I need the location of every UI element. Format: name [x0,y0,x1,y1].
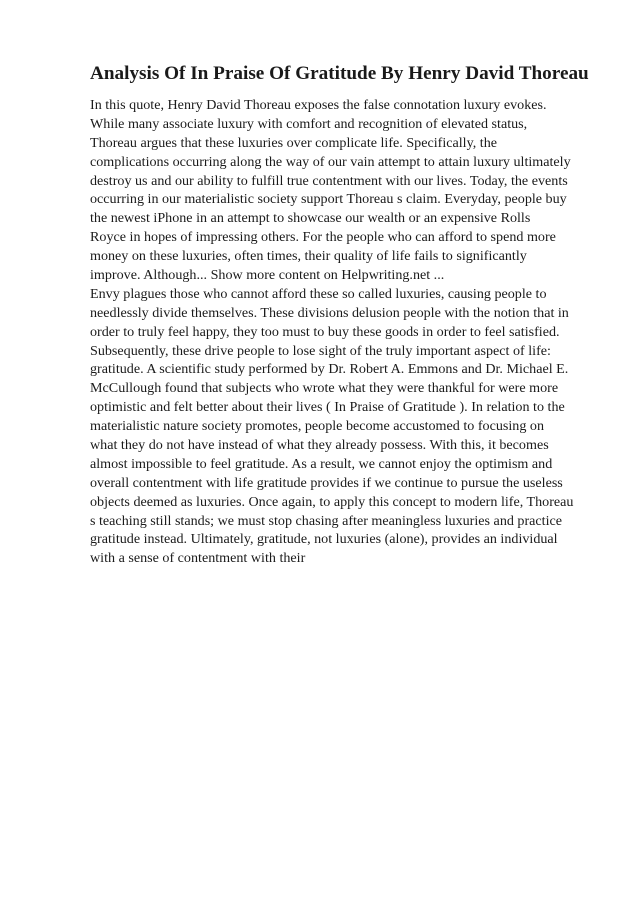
text-line: McCullough found that subjects who wrote what they were thankful for were more [90,380,559,397]
text-line: what they do not have instead of what they already possess. With this, it becomes [90,437,549,454]
text-line: money on these luxuries, often times, their quality of life fails to significantly [90,248,527,265]
text-line: needlessly divide themselves. These divisions delusion people with the notion that in [90,304,569,321]
text-line: Envy plagues those who cannot afford these so called luxuries, causing people to [90,285,547,302]
text-line: In this quote, Henry David Thoreau exposes the false connotation luxury evokes. [90,97,547,113]
text-line: s teaching still stands; we must stop chasing after meaningless luxuries and practice [90,512,563,529]
text-line: complications occurring along the way of our vain attempt to attain luxury ultimately [90,153,571,170]
text-line: While many associate luxury with comfort and recognition of elevated status, [90,115,528,132]
text-line: gratitude. A scientific study performed by Dr. Robert A. Emmons and Dr. Michael E. [90,361,569,378]
text-line: Thoreau argues that these luxuries over complicate life. Specifically, the [90,134,497,151]
text-line: Royce in hopes of impressing others. For the people who can afford to spend more [90,229,556,246]
text-line: almost impossible to feel gratitude. As a result, we cannot enjoy the optimism and [90,455,553,472]
text-line: occurring in our materialistic society support Thoreau s claim. Everyday, people buy [90,191,567,208]
text-line: objects deemed as luxuries. Once again, to apply this concept to modern life, Thoreau [90,493,574,510]
text-line: overall contentment with life gratitude provides if we continue to pursue the useless [90,474,563,491]
text-line: destroy us and our ability to fulfill true contentment with our lives. Today, the events [90,172,568,189]
text-line: the newest iPhone in an attempt to showcase our wealth or an expensive Rolls [90,210,531,227]
page-title: Analysis Of In Praise Of Gratitude By Henry David Thoreau [90,63,589,84]
text-line: with a sense of contentment with their [90,550,306,567]
text-line: gratitude instead. Ultimately, gratitude, not luxuries (alone), provides an individual [90,531,558,548]
text-line: optimistic and felt better about their lives ( In Praise of Gratitude ). In relation to the [90,399,565,416]
text-line: materialistic nature society promotes, people become accustomed to focusing on [90,418,544,435]
text-line: order to truly feel happy, they too must to buy these goods in order to feel satisfied. [90,323,560,340]
text-line: improve. Although... Show more content on Helpwriting.net ... [90,267,445,284]
text-line: Subsequently, these drive people to lose sight of the truly important aspect of life: [90,342,551,359]
body-text [90,96,610,568]
